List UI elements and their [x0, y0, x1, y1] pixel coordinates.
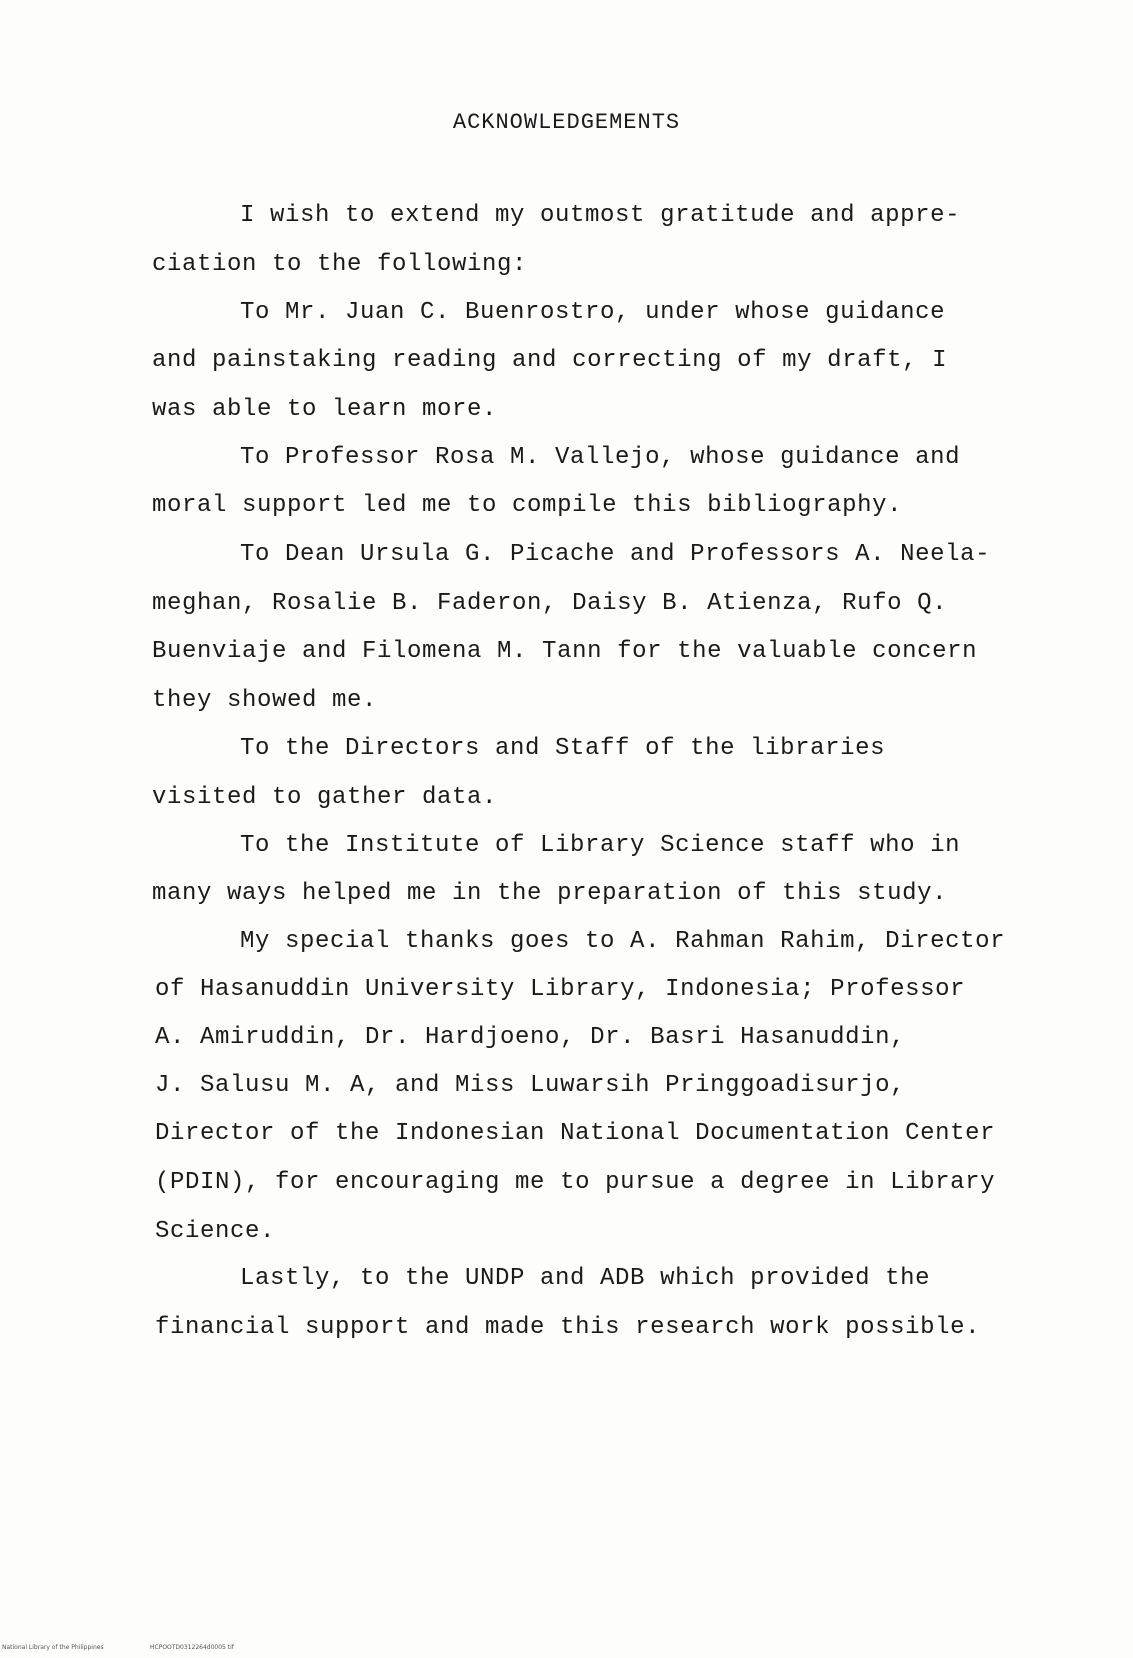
text-line: meghan, Rosalie B. Faderon, Daisy B. Atienza, Rufo Q. [152, 590, 948, 617]
text-line: they showed me. [152, 687, 378, 714]
text-line: moral support led me to compile this bibliography. [152, 492, 903, 519]
text-line: many ways helped me in the preparation of this study. [152, 880, 948, 907]
text-line: To Mr. Juan C. Buenrostro, under whose guidance [240, 299, 946, 326]
text-line: Buenviaje and Filomena M. Tann for the valuable concern [152, 638, 978, 665]
text-line: Science. [155, 1218, 276, 1245]
text-line: Lastly, to the UNDP and ADB which provided the [240, 1265, 931, 1292]
text-line: A. Amiruddin, Dr. Hardjoeno, Dr. Basri Hasanuddin, [155, 1024, 906, 1051]
text-line: To the Directors and Staff of the libraries [240, 735, 886, 762]
text-line: To Professor Rosa M. Vallejo, whose guidance and [240, 444, 961, 471]
text-line: My special thanks goes to A. Rahman Rahim, Director [240, 928, 1006, 955]
footer-file-id: HCPOOTD0312264d0005 tif [150, 1644, 234, 1651]
text-line: To the Institute of Library Science staff who in [240, 832, 961, 859]
footer-source: National Library of the Philippines [2, 1644, 104, 1651]
text-line: ciation to the following: [152, 251, 528, 278]
text-line: of Hasanuddin University Library, Indonesia; Professor [155, 976, 966, 1003]
text-line: To Dean Ursula G. Picache and Professors A. Neela- [240, 541, 991, 568]
text-line: (PDIN), for encouraging me to pursue a degree in Library [155, 1169, 996, 1196]
text-line: and painstaking reading and correcting of my draft, I [152, 347, 948, 374]
text-line: Director of the Indonesian National Documentation Center [155, 1120, 996, 1147]
page-title: ACKNOWLEDGEMENTS [452, 110, 681, 135]
text-line: was able to learn more. [152, 396, 498, 423]
text-line: I wish to extend my outmost gratitude and appre- [240, 202, 961, 229]
text-line: visited to gather data. [152, 784, 498, 811]
text-line: financial support and made this research work possible. [155, 1314, 981, 1341]
text-line: J. Salusu M. A, and Miss Luwarsih Pringgoadisurjo, [155, 1072, 906, 1099]
